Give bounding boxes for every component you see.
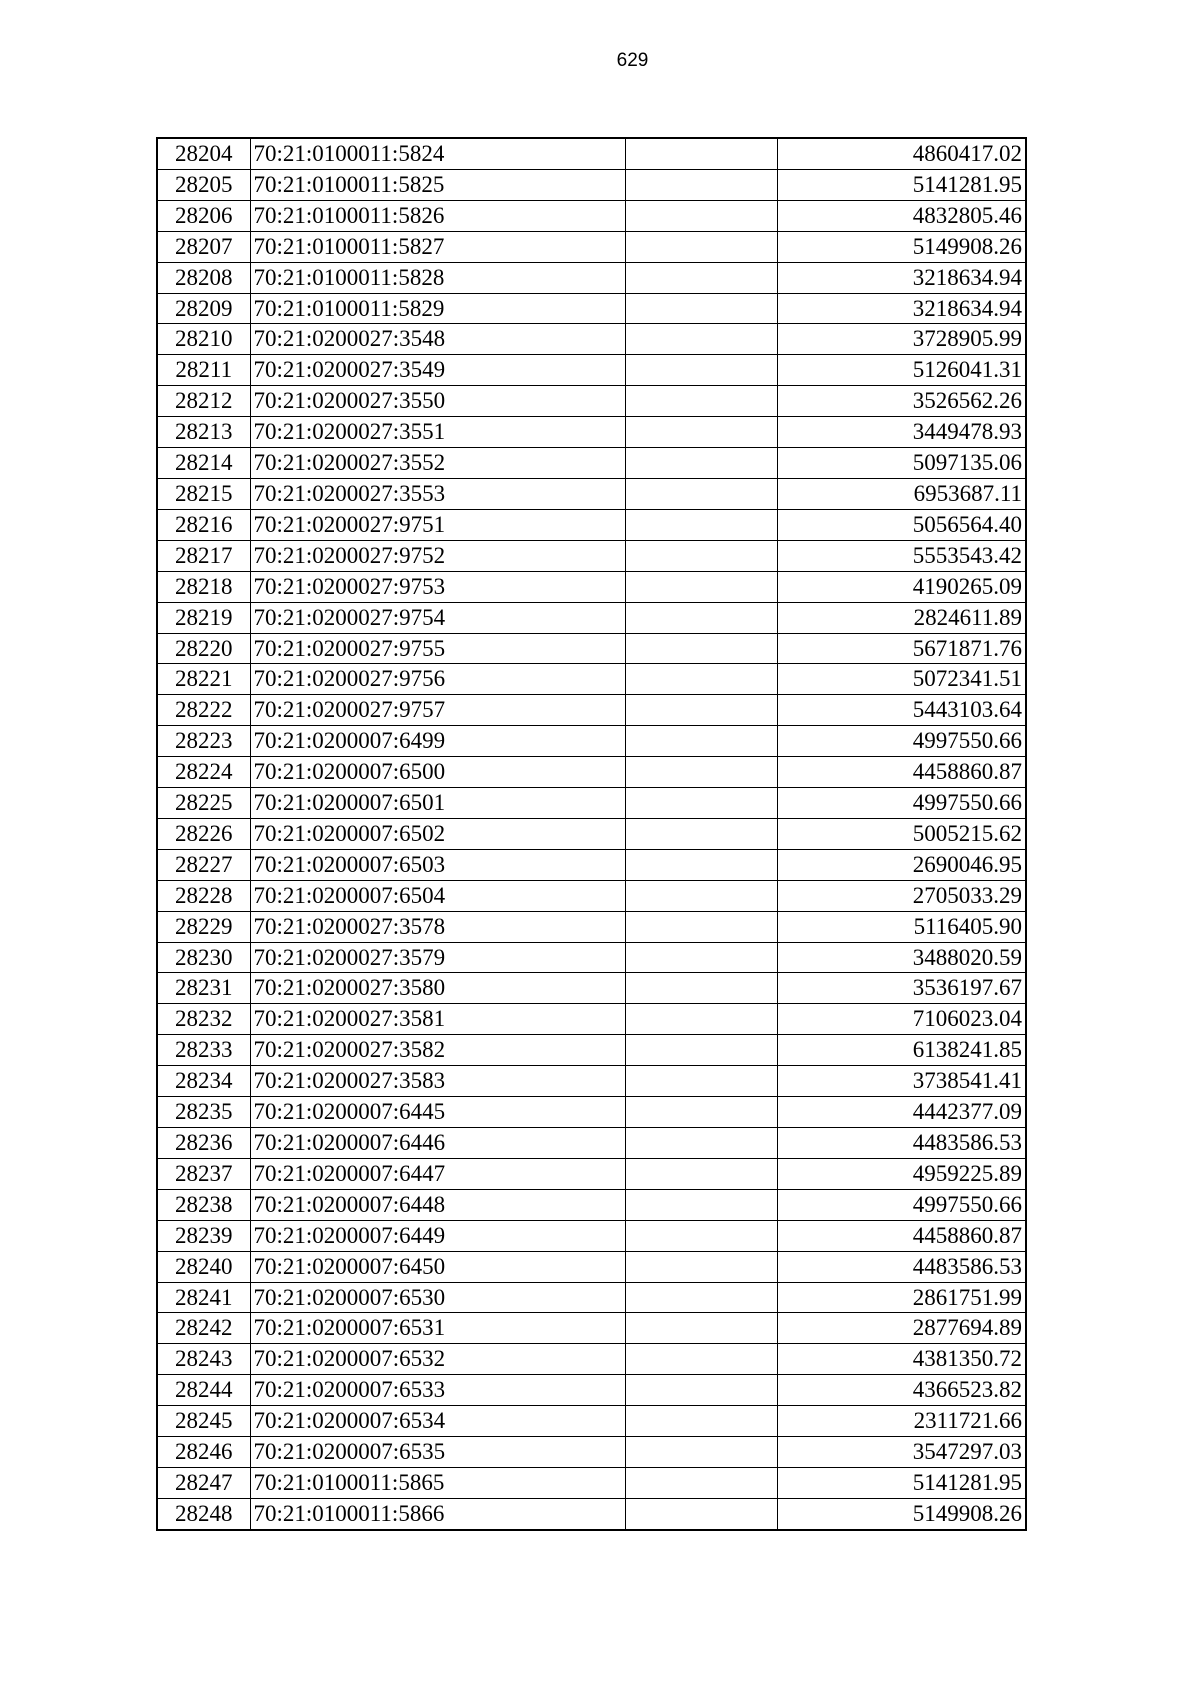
cadastral-value: 5116405.90: [777, 911, 1026, 942]
cadastral-value: 5671871.76: [777, 633, 1026, 664]
row-number: 28204: [157, 138, 250, 169]
cadastral-number: 70:21:0200027:9751: [250, 509, 625, 540]
cadastral-value: 4483586.53: [777, 1251, 1026, 1282]
empty-cell: [625, 973, 777, 1004]
empty-cell: [625, 448, 777, 479]
cadastral-value: 3488020.59: [777, 942, 1026, 973]
cadastral-number: 70:21:0200027:3582: [250, 1035, 625, 1066]
cadastral-number: 70:21:0200007:6445: [250, 1097, 625, 1128]
cadastral-value: 4190265.09: [777, 571, 1026, 602]
cadastral-value: 5056564.40: [777, 509, 1026, 540]
table-row: [157, 1375, 1026, 1406]
row-number: 28213: [157, 417, 250, 448]
row-number: 28228: [157, 880, 250, 911]
row-number: 28212: [157, 386, 250, 417]
cadastral-number: 70:21:0200007:6503: [250, 849, 625, 880]
cadastral-number: 70:21:0200027:3550: [250, 386, 625, 417]
empty-cell: [625, 1004, 777, 1035]
table-row: [157, 262, 1026, 293]
cadastral-number: 70:21:0200027:3583: [250, 1066, 625, 1097]
cadastral-value: 4458860.87: [777, 757, 1026, 788]
empty-cell: [625, 231, 777, 262]
cadastral-number: 70:21:0200027:9757: [250, 695, 625, 726]
row-number: 28244: [157, 1375, 250, 1406]
table-row: [157, 138, 1026, 169]
cadastral-number: 70:21:0200027:9753: [250, 571, 625, 602]
cadastral-number: 70:21:0200027:3551: [250, 417, 625, 448]
cadastral-number: 70:21:0200007:6502: [250, 818, 625, 849]
cadastral-value: 5149908.26: [777, 231, 1026, 262]
cadastral-number: 70:21:0100011:5829: [250, 293, 625, 324]
table-row: [157, 695, 1026, 726]
cadastral-value: 4458860.87: [777, 1220, 1026, 1251]
cadastral-number: 70:21:0200007:6504: [250, 880, 625, 911]
cadastral-number: 70:21:0200027:3553: [250, 478, 625, 509]
cadastral-value: 2877694.89: [777, 1313, 1026, 1344]
cadastral-value: 4997550.66: [777, 788, 1026, 819]
empty-cell: [625, 386, 777, 417]
cadastral-number: 70:21:0200007:6447: [250, 1158, 625, 1189]
table-row: [157, 417, 1026, 448]
table-row: [157, 1004, 1026, 1035]
table-row: [157, 1189, 1026, 1220]
row-number: 28239: [157, 1220, 250, 1251]
row-number: 28235: [157, 1097, 250, 1128]
table-row: [157, 1498, 1026, 1529]
cadastral-value: 6953687.11: [777, 478, 1026, 509]
table-row: [157, 1313, 1026, 1344]
row-number: 28241: [157, 1282, 250, 1313]
row-number: 28218: [157, 571, 250, 602]
cadastral-value: 4366523.82: [777, 1375, 1026, 1406]
row-number: 28226: [157, 818, 250, 849]
row-number: 28234: [157, 1066, 250, 1097]
empty-cell: [625, 169, 777, 200]
cadastral-number: 70:21:0100011:5826: [250, 200, 625, 231]
table-row: [157, 664, 1026, 695]
row-number: 28220: [157, 633, 250, 664]
empty-cell: [625, 540, 777, 571]
row-number: 28222: [157, 695, 250, 726]
cadastral-value: 5141281.95: [777, 1467, 1026, 1498]
cadastral-number: 70:21:0200007:6530: [250, 1282, 625, 1313]
table-row: [157, 540, 1026, 571]
cadastral-number: 70:21:0100011:5865: [250, 1467, 625, 1498]
row-number: 28247: [157, 1467, 250, 1498]
empty-cell: [625, 1282, 777, 1313]
cadastral-value: 3218634.94: [777, 293, 1026, 324]
table-row: [157, 324, 1026, 355]
cadastral-value: 5072341.51: [777, 664, 1026, 695]
row-number: 28205: [157, 169, 250, 200]
empty-cell: [625, 664, 777, 695]
table-row: [157, 788, 1026, 819]
empty-cell: [625, 1498, 777, 1529]
empty-cell: [625, 633, 777, 664]
table-row: [157, 169, 1026, 200]
table-row: [157, 911, 1026, 942]
cadastral-value: 2705033.29: [777, 880, 1026, 911]
cadastral-number: 70:21:0200007:6450: [250, 1251, 625, 1282]
cadastral-number: 70:21:0200007:6448: [250, 1189, 625, 1220]
cadastral-value: 7106023.04: [777, 1004, 1026, 1035]
table-body: [157, 138, 1026, 1530]
table-row: [157, 818, 1026, 849]
empty-cell: [625, 138, 777, 169]
cadastral-value: 4442377.09: [777, 1097, 1026, 1128]
table-row: [157, 633, 1026, 664]
cadastral-number: 70:21:0200007:6501: [250, 788, 625, 819]
cadastral-value: 4997550.66: [777, 1189, 1026, 1220]
table-row: [157, 726, 1026, 757]
row-number: 28229: [157, 911, 250, 942]
page-number: 629: [616, 50, 649, 71]
empty-cell: [625, 849, 777, 880]
cadastral-value: 5097135.06: [777, 448, 1026, 479]
cadastral-value: 3738541.41: [777, 1066, 1026, 1097]
table-row: [157, 880, 1026, 911]
row-number: 28219: [157, 602, 250, 633]
row-number: 28248: [157, 1498, 250, 1529]
row-number: 28216: [157, 509, 250, 540]
cadastral-value: 4997550.66: [777, 726, 1026, 757]
cadastral-value: 6138241.85: [777, 1035, 1026, 1066]
cadastral-number: 70:21:0200007:6533: [250, 1375, 625, 1406]
cadastral-value: 4483586.53: [777, 1128, 1026, 1159]
cadastral-value-table: [156, 137, 1027, 1531]
cadastral-number: 70:21:0200027:3579: [250, 942, 625, 973]
empty-cell: [625, 1220, 777, 1251]
cadastral-number: 70:21:0200027:3549: [250, 355, 625, 386]
cadastral-value: 3536197.67: [777, 973, 1026, 1004]
cadastral-value: 4832805.46: [777, 200, 1026, 231]
row-number: 28207: [157, 231, 250, 262]
empty-cell: [625, 1097, 777, 1128]
row-number: 28233: [157, 1035, 250, 1066]
empty-cell: [625, 911, 777, 942]
cadastral-value: 3218634.94: [777, 262, 1026, 293]
empty-cell: [625, 695, 777, 726]
row-number: 28211: [157, 355, 250, 386]
empty-cell: [625, 324, 777, 355]
cadastral-number: 70:21:0200007:6500: [250, 757, 625, 788]
table-row: [157, 355, 1026, 386]
empty-cell: [625, 262, 777, 293]
cadastral-value: 3526562.26: [777, 386, 1026, 417]
cadastral-number: 70:21:0200027:9754: [250, 602, 625, 633]
cadastral-number: 70:21:0200007:6532: [250, 1344, 625, 1375]
row-number: 28238: [157, 1189, 250, 1220]
cadastral-number: 70:21:0200027:3548: [250, 324, 625, 355]
table-row: [157, 1035, 1026, 1066]
cadastral-number: 70:21:0200007:6534: [250, 1406, 625, 1437]
table-row: [157, 386, 1026, 417]
empty-cell: [625, 355, 777, 386]
cadastral-number: 70:21:0200007:6449: [250, 1220, 625, 1251]
empty-cell: [625, 1437, 777, 1468]
table-row: [157, 1251, 1026, 1282]
row-number: 28215: [157, 478, 250, 509]
table-row: [157, 231, 1026, 262]
cadastral-value: 3449478.93: [777, 417, 1026, 448]
table-row: [157, 1406, 1026, 1437]
table-row: [157, 1158, 1026, 1189]
table-row: [157, 200, 1026, 231]
table-row: [157, 478, 1026, 509]
empty-cell: [625, 478, 777, 509]
table-row: [157, 942, 1026, 973]
empty-cell: [625, 1406, 777, 1437]
empty-cell: [625, 1158, 777, 1189]
cadastral-number: 70:21:0100011:5828: [250, 262, 625, 293]
table-row: [157, 602, 1026, 633]
cadastral-value: 2311721.66: [777, 1406, 1026, 1437]
cadastral-number: 70:21:0200007:6535: [250, 1437, 625, 1468]
empty-cell: [625, 1313, 777, 1344]
cadastral-value: 5005215.62: [777, 818, 1026, 849]
cadastral-value: 4959225.89: [777, 1158, 1026, 1189]
empty-cell: [625, 602, 777, 633]
empty-cell: [625, 1467, 777, 1498]
cadastral-value: 4381350.72: [777, 1344, 1026, 1375]
row-number: 28210: [157, 324, 250, 355]
empty-cell: [625, 788, 777, 819]
row-number: 28242: [157, 1313, 250, 1344]
row-number: 28209: [157, 293, 250, 324]
table-row: [157, 1128, 1026, 1159]
table-row: [157, 1220, 1026, 1251]
empty-cell: [625, 1375, 777, 1406]
cadastral-number: 70:21:0200027:3552: [250, 448, 625, 479]
cadastral-number: 70:21:0200007:6531: [250, 1313, 625, 1344]
cadastral-number: 70:21:0200027:9756: [250, 664, 625, 695]
empty-cell: [625, 293, 777, 324]
empty-cell: [625, 417, 777, 448]
table-row: [157, 1467, 1026, 1498]
table-row: [157, 571, 1026, 602]
cadastral-value: 2690046.95: [777, 849, 1026, 880]
row-number: 28223: [157, 726, 250, 757]
empty-cell: [625, 1066, 777, 1097]
table-row: [157, 849, 1026, 880]
row-number: 28243: [157, 1344, 250, 1375]
cadastral-number: 70:21:0200007:6499: [250, 726, 625, 757]
table-row: [157, 1282, 1026, 1313]
row-number: 28214: [157, 448, 250, 479]
row-number: 28208: [157, 262, 250, 293]
table-row: [157, 973, 1026, 1004]
empty-cell: [625, 1344, 777, 1375]
row-number: 28240: [157, 1251, 250, 1282]
row-number: 28227: [157, 849, 250, 880]
empty-cell: [625, 200, 777, 231]
cadastral-number: 70:21:0100011:5824: [250, 138, 625, 169]
row-number: 28206: [157, 200, 250, 231]
row-number: 28237: [157, 1158, 250, 1189]
empty-cell: [625, 1251, 777, 1282]
empty-cell: [625, 942, 777, 973]
row-number: 28230: [157, 942, 250, 973]
row-number: 28217: [157, 540, 250, 571]
cadastral-number: 70:21:0200027:3580: [250, 973, 625, 1004]
cadastral-value: 3547297.03: [777, 1437, 1026, 1468]
cadastral-value: 3728905.99: [777, 324, 1026, 355]
cadastral-number: 70:21:0200007:6446: [250, 1128, 625, 1159]
table-row: [157, 1097, 1026, 1128]
table-row: [157, 509, 1026, 540]
cadastral-value: 5126041.31: [777, 355, 1026, 386]
row-number: 28224: [157, 757, 250, 788]
row-number: 28221: [157, 664, 250, 695]
table-row: [157, 293, 1026, 324]
cadastral-value: 2861751.99: [777, 1282, 1026, 1313]
row-number: 28246: [157, 1437, 250, 1468]
table-row: [157, 1066, 1026, 1097]
cadastral-number: 70:21:0100011:5866: [250, 1498, 625, 1529]
empty-cell: [625, 818, 777, 849]
cadastral-number: 70:21:0200027:9755: [250, 633, 625, 664]
table-row: [157, 1437, 1026, 1468]
cadastral-number: 70:21:0200027:9752: [250, 540, 625, 571]
empty-cell: [625, 571, 777, 602]
empty-cell: [625, 509, 777, 540]
cadastral-value: 5553543.42: [777, 540, 1026, 571]
table-row: [157, 448, 1026, 479]
row-number: 28236: [157, 1128, 250, 1159]
cadastral-number: 70:21:0100011:5825: [250, 169, 625, 200]
cadastral-value: 2824611.89: [777, 602, 1026, 633]
empty-cell: [625, 880, 777, 911]
table-row: [157, 757, 1026, 788]
cadastral-number: 70:21:0100011:5827: [250, 231, 625, 262]
empty-cell: [625, 1189, 777, 1220]
empty-cell: [625, 757, 777, 788]
cadastral-number: 70:21:0200027:3578: [250, 911, 625, 942]
cadastral-value: 5149908.26: [777, 1498, 1026, 1529]
cadastral-value: 5443103.64: [777, 695, 1026, 726]
empty-cell: [625, 1035, 777, 1066]
cadastral-number: 70:21:0200027:3581: [250, 1004, 625, 1035]
row-number: 28231: [157, 973, 250, 1004]
row-number: 28245: [157, 1406, 250, 1437]
table-row: [157, 1344, 1026, 1375]
empty-cell: [625, 1128, 777, 1159]
row-number: 28232: [157, 1004, 250, 1035]
row-number: 28225: [157, 788, 250, 819]
cadastral-value: 4860417.02: [777, 138, 1026, 169]
cadastral-value: 5141281.95: [777, 169, 1026, 200]
empty-cell: [625, 726, 777, 757]
